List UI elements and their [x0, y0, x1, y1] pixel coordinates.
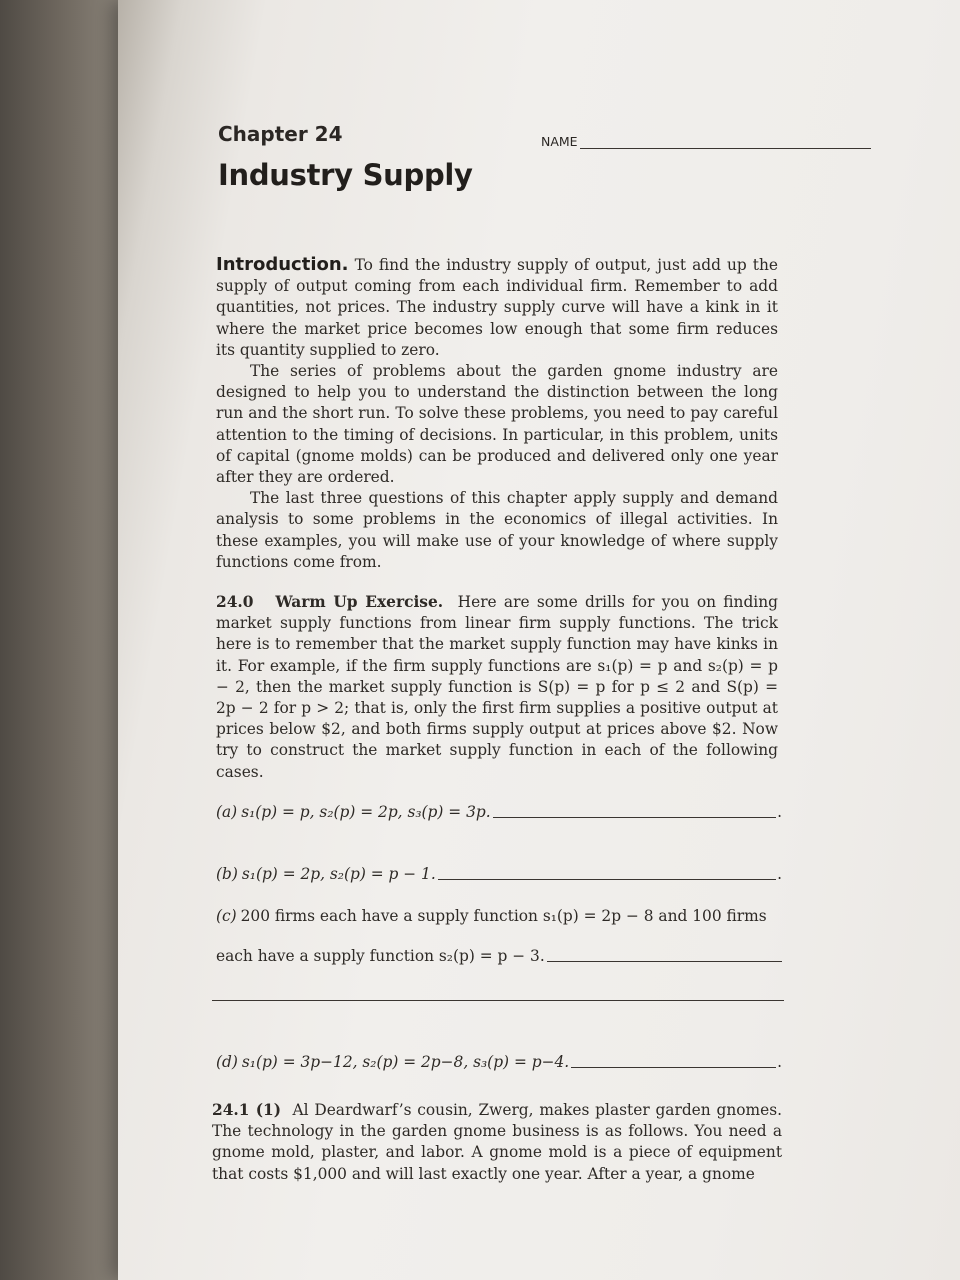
name-field[interactable] [541, 134, 871, 149]
part-a-row [216, 802, 782, 822]
intro-paragraph-1 [216, 254, 778, 361]
part-b-row [216, 864, 782, 884]
chapter-title: Industry Supply [218, 158, 473, 192]
part-c-row [216, 906, 782, 926]
intro-text-1: To find the industry supply of output, just add up the supply of output coming from each individual firm. Remember to add quantities, not prices. The industry supply curve will have a kink in it where the market price becomes low enough that some firm reduces its quantity supplied to zero. [216, 256, 778, 359]
book-page [118, 0, 960, 1280]
part-d-answer-line[interactable] [571, 1067, 776, 1068]
part-a-answer-line[interactable] [493, 817, 776, 818]
part-c-answer-line-2[interactable] [212, 1000, 784, 1001]
problem-paragraph [212, 1100, 782, 1185]
chapter-label: Chapter 24 [218, 122, 343, 146]
problem-number: 24.1 (1) [212, 1101, 281, 1119]
warmup-heading: Warm Up Exercise. [275, 593, 444, 611]
part-a-label: (a) [216, 803, 238, 821]
part-c-row-2 [216, 946, 782, 966]
page-content [212, 0, 786, 1280]
part-d-label: (d) [216, 1053, 238, 1071]
part-a-text: s₁(p) = p, s₂(p) = 2p, s₃(p) = 3p. [241, 803, 491, 821]
name-blank-line[interactable] [580, 136, 871, 149]
warmup-text: Here are some drills for you on finding market supply functions from linear firm supply functions. The trick here is to remember that the market supply function may have kinks in it. For example, if the firm supply functions are s₁(p) = p and s₂(p) = p − 2, then the market supply function is S(p) = p for p ≤ 2 and S(p) = 2p − 2 for p > 2; that is, only the first firm supplies a positive output at prices below $2, and both firms supply output at prices above $2. Now try to construct the market supply function in each of the following cases. [216, 593, 778, 781]
part-c-text: 200 firms each have a supply function s₁(p) = 2p − 8 and 100 firms [240, 907, 767, 925]
warmup-number: 24.0 [216, 593, 254, 611]
part-b-label: (b) [216, 865, 238, 883]
part-d-row [216, 1052, 782, 1072]
name-label: NAME [541, 134, 578, 149]
part-b-answer-line[interactable] [438, 879, 776, 880]
warmup-section [216, 592, 778, 783]
part-c-answer-line[interactable] [547, 961, 782, 962]
intro-paragraph-3: The last three questions of this chapter apply supply and demand analysis to some problems in the economics of illegal activities. In these examples, you will make use of your knowledge of where supply functions come from. [216, 489, 778, 571]
intro-paragraph-2: The series of problems about the garden gnome industry are designed to help you to understand the distinction between the long run and the short run. To solve these problems, you need to pay careful attention to the timing of decisions. In particular, in this problem, units of capital (gnome molds) can be produced and delivered only one year after they are ordered. [216, 362, 778, 487]
part-d-period: . [777, 1053, 782, 1071]
warmup-paragraph [216, 592, 778, 783]
problem-text: Al Deardwarf’s cousin, Zwerg, makes plaster garden gnomes. The technology in the garden gnome business is as follows. You need a gnome mold, plaster, and labor. A gnome mold is a piece of equipment that costs $1,000 and will last exactly one year. After a year, a gnome [212, 1101, 782, 1183]
part-b-period: . [777, 865, 782, 883]
part-c-label: (c) [216, 907, 237, 925]
problem-section [212, 1100, 782, 1185]
part-c-text-2: each have a supply function s₂(p) = p − 3. [216, 947, 545, 965]
intro-heading: Introduction. [216, 254, 349, 275]
part-a-period: . [777, 803, 782, 821]
part-d-text: s₁(p) = 3p−12, s₂(p) = 2p−8, s₃(p) = p−4. [241, 1053, 570, 1071]
part-b-text: s₁(p) = 2p, s₂(p) = p − 1. [241, 865, 436, 883]
introduction-section [216, 254, 778, 573]
